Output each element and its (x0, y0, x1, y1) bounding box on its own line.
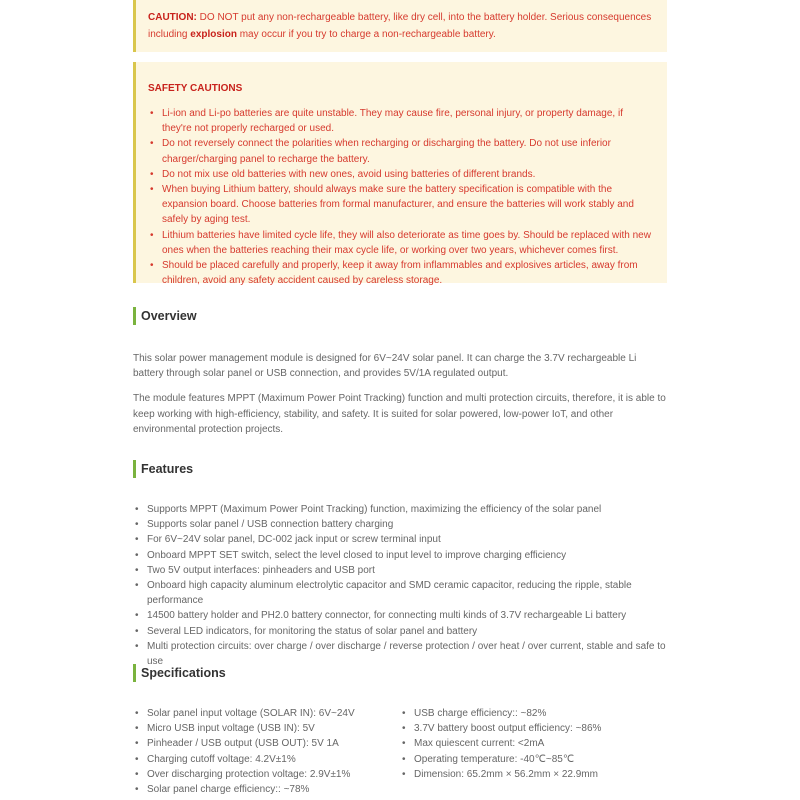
caution-text-2: may occur if you try to charge a non-rechargeable battery. (236, 29, 496, 40)
spec-item: • Charging cutoff voltage: 4.2V±1% (133, 752, 400, 767)
spec-item: • 3.7V battery boost output efficiency: ~86% (400, 721, 667, 736)
overview-section (133, 307, 667, 447)
overview-heading: Overview (133, 307, 667, 325)
feature-item: • Supports solar panel / USB connection battery charging (133, 517, 667, 532)
specs-section (133, 664, 667, 797)
safety-item: • Should be placed carefully and properly, keep it away from inflammables and explosives articles, away from children, avoid any safety accident caused by careless storage. (148, 258, 655, 288)
spec-item: • USB charge efficiency:: ~82% (400, 706, 667, 721)
caution-box (133, 0, 667, 52)
caution-bold: explosion (190, 29, 237, 40)
spec-item: • Micro USB input voltage (USB IN): 5V (133, 721, 400, 736)
feature-item: • Onboard MPPT SET switch, select the level closed to input level to improve charging efficiency (133, 548, 667, 563)
safety-item: • Do not reversely connect the polarities when recharging or discharging the battery. Do not use inferior charger/charging panel to recharge the battery. (148, 136, 655, 166)
overview-paragraph: This solar power management module is designed for 6V~24V solar panel. It can charge the 3.7V rechargeable Li battery through solar panel or USB connection, and provides 5V/1A regulated output. (133, 353, 637, 380)
specs-list-left (133, 706, 400, 797)
caution-text: DO NOT put any non-rechargeable battery, like dry cell, into the battery holder. Serious consequences including (148, 12, 652, 40)
safety-item: • Lithium batteries have limited cycle life, they will also deteriorate as time goes by. Should be replaced with new ones when the batteries reaching their max cycle life, or working over two years, whichever comes first. (148, 228, 655, 258)
feature-item: • For 6V~24V solar panel, DC-002 jack input or screw terminal input (133, 532, 667, 547)
feature-item: • Onboard high capacity aluminum electrolytic capacitor and SMD ceramic capacitor, reducing the ripple, stable performance (133, 578, 667, 608)
safety-box (133, 62, 667, 287)
spec-item: • Max quiescent current: <2mA (400, 736, 667, 751)
spec-item: • Solar panel charge efficiency:: ~78% (133, 782, 400, 797)
specs-heading: Specifications (133, 664, 667, 682)
safety-list (148, 106, 655, 288)
features-heading: Features (133, 460, 667, 478)
features-list (133, 502, 667, 669)
feature-item: • 14500 battery holder and PH2.0 battery connector, for connecting multi kinds of 3.7V rechargeable Li battery (133, 608, 667, 623)
safety-item: • When buying Lithium battery, should always make sure the battery specification is compatible with the expansion board. Choose batteries from formal manufacturer, and ensure the batteries will work stably and safely by aging test. (148, 182, 655, 228)
features-section (133, 460, 667, 669)
overview-paragraph: The module features MPPT (Maximum Power Point Tracking) function and multi protection circuits, therefore, it is able to keep working with high-efficiency, stability, and safety. It is suited for solar powered, low-power IoT, and other environmental protection projects. (133, 393, 666, 435)
feature-item: • Supports MPPT (Maximum Power Point Tracking) function, maximizing the efficiency of the solar panel (133, 502, 667, 517)
spec-item: • Dimension: 65.2mm × 56.2mm × 22.9mm (400, 767, 667, 782)
spec-item: • Over discharging protection voltage: 2.9V±1% (133, 767, 400, 782)
spec-item: • Solar panel input voltage (SOLAR IN): 6V~24V (133, 706, 400, 721)
safety-title: SAFETY CAUTIONS (148, 83, 243, 94)
spec-item: • Operating temperature: -40℃~85℃ (400, 752, 667, 767)
feature-item: • Several LED indicators, for monitoring the status of solar panel and battery (133, 624, 667, 639)
caution-label: CAUTION: (148, 12, 197, 23)
safety-item: • Li-ion and Li-po batteries are quite unstable. They may cause fire, personal injury, or property damage, if they're not properly recharged or used. (148, 106, 655, 136)
specs-list-right (400, 706, 667, 797)
safety-item: • Do not mix use old batteries with new ones, avoid using batteries of different brands. (148, 167, 655, 182)
spec-item: • Pinheader / USB output (USB OUT): 5V 1A (133, 736, 400, 751)
feature-item: • Two 5V output interfaces: pinheaders and USB port (133, 563, 667, 578)
feature-item: • Multi protection circuits: over charge / over discharge / reverse protection / over heat / over current, stable and safe to use (133, 639, 667, 669)
